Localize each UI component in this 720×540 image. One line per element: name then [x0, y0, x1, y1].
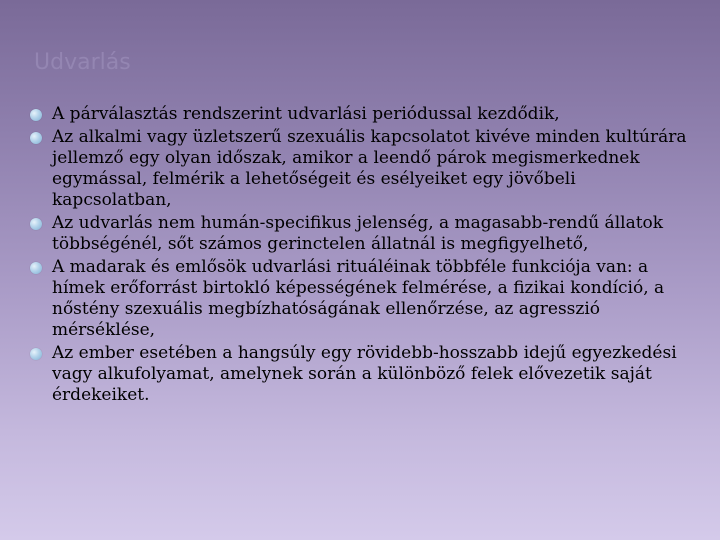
- bullet-icon: [30, 218, 42, 230]
- bullet-text: Az alkalmi vagy üzletszerű szexuális kapcsolatot kivéve minden kultúrára jellemző egy olyan időszak, amikor a leendő párok megismerkednek egymással, felmérik a lehetőségeit és esélyeiket egy jövőbeli kapcsolatban,: [52, 127, 687, 210]
- bullet-text: A párválasztás rendszerint udvarlási periódussal kezdődik,: [52, 104, 560, 124]
- list-item: [30, 127, 690, 211]
- list-item: [30, 104, 690, 125]
- bullet-text: Az ember esetében a hangsúly egy rövidebb-hosszabb idejű egyezkedési vagy alkufolyamat, amelynek során a különböző felek elővezetik saját érdekeiket.: [52, 343, 677, 405]
- bullet-text: Az udvarlás nem humán-specifikus jelenség, a magasabb-rendű állatok többségénél, sőt számos gerinctelen állatnál is megfigyelhető,: [52, 213, 664, 254]
- bullet-text: A madarak és emlősök udvarlási rituáléinak többféle funkciója van: a hímek erőforrást birtokló képességének felmérése, a fizikai kondíció, a nőstény szexuális megbízhatóságának ellenőrzése, az agresszió mérséklése,: [52, 257, 665, 340]
- bullet-list: [30, 104, 690, 408]
- slide-title: Udvarlás: [34, 50, 131, 75]
- bullet-icon: [30, 132, 42, 144]
- bullet-icon: [30, 109, 42, 121]
- list-item: [30, 343, 690, 406]
- list-item: [30, 213, 690, 255]
- list-item: [30, 257, 690, 341]
- bullet-icon: [30, 348, 42, 360]
- bullet-icon: [30, 262, 42, 274]
